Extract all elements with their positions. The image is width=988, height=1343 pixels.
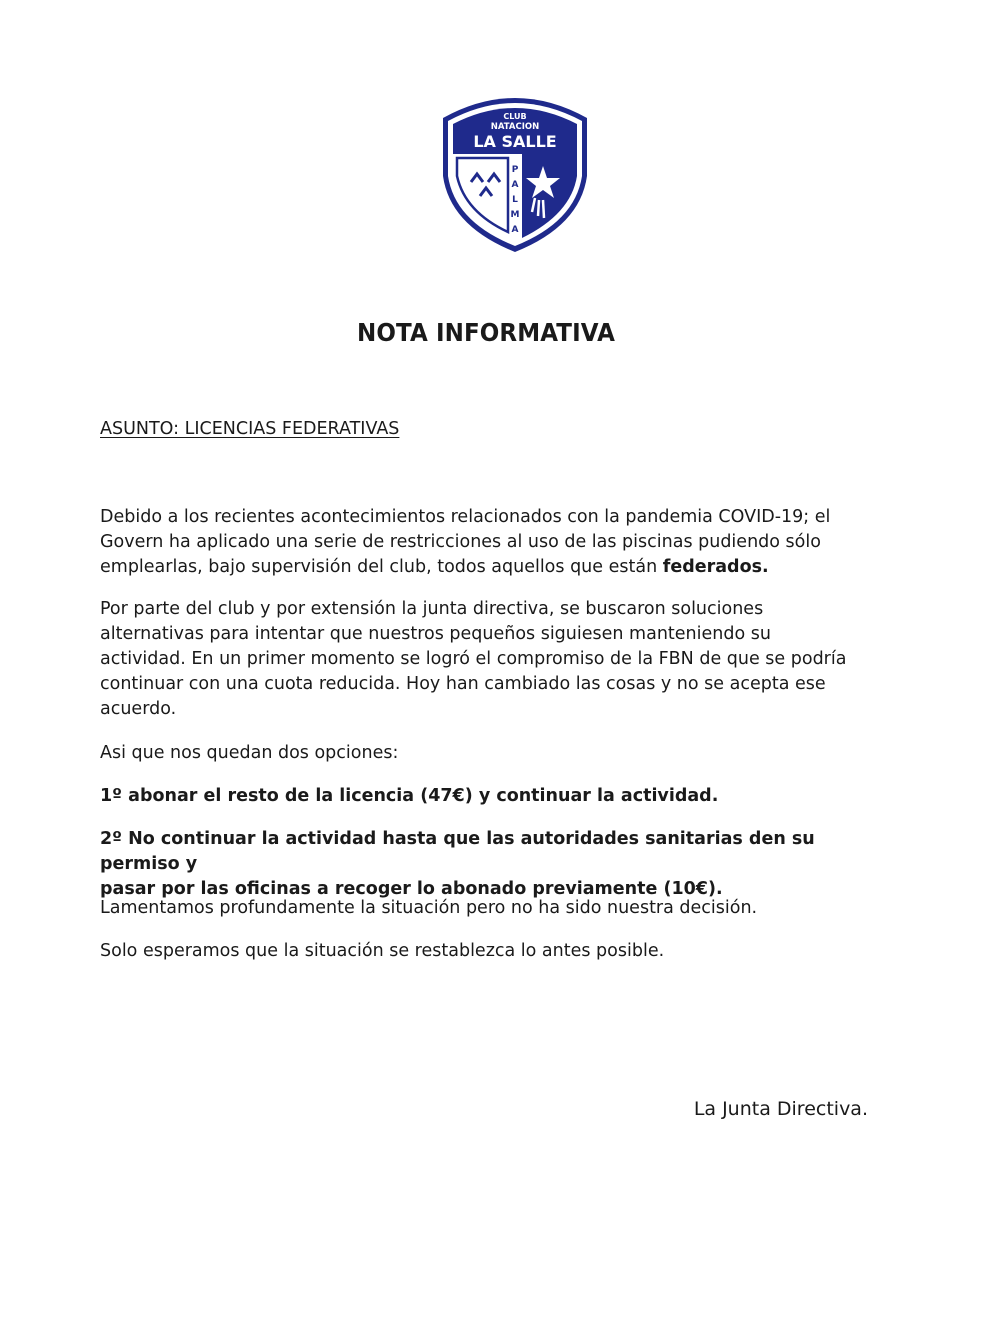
paragraph-line: Debido a los recientes acontecimientos relacionados con la pandemia COVID-19; el: [100, 507, 831, 527]
logo-text-club: CLUB: [503, 112, 527, 121]
paragraph-line: Por parte del club y por extensión la junta directiva, se buscaron soluciones: [100, 599, 764, 619]
paragraph-line: acuerdo.: [100, 699, 177, 719]
paragraph-line: [100, 555, 890, 580]
logo-text-natacion: NATACION: [490, 122, 540, 132]
paragraph-regret: Lamentamos profundamente la situación pero no ha sido nuestra decisión.: [100, 898, 758, 918]
paragraph-line: continuar con una cuota reducida. Hoy han cambiado las cosas y no se acepta ese: [100, 674, 826, 694]
paragraph-line: actividad. En un primer momento se logró el compromiso de la FBN de que se podría: [100, 649, 847, 669]
paragraph-line: pasar por las oficinas a recoger lo abonado previamente (10€).: [100, 879, 723, 899]
logo-letter-a1: A: [511, 180, 519, 190]
option-1: 1º abonar el resto de la licencia (47€) y continuar la actividad.: [100, 786, 719, 806]
logo-letter-m: M: [510, 210, 520, 220]
club-logo: [440, 86, 590, 254]
paragraph-line: alternativas para intentar que nuestros pequeños siguiesen manteniendo su: [100, 624, 771, 644]
logo-text-la-salle: LA SALLE: [473, 132, 557, 151]
paragraph-line: 2º No continuar la actividad hasta que las autoridades sanitarias den su permiso y: [100, 829, 815, 874]
option-2: [100, 827, 890, 902]
paragraph-options-intro: Asi que nos quedan dos opciones:: [100, 743, 399, 763]
logo-letter-a2: A: [511, 225, 519, 235]
paragraph-intro: [100, 505, 890, 580]
paragraph-club-efforts: [100, 597, 890, 722]
paragraph-hope: Solo esperamos que la situación se restablezca lo antes posible.: [100, 941, 665, 961]
subject-line: ASUNTO: LICENCIAS FEDERATIVAS: [100, 419, 400, 439]
bold-federados: federados.: [662, 557, 769, 577]
paragraph-line-text: emplearlas, bajo supervisión del club, todos aquellos que están: [100, 557, 663, 577]
paragraph-line: Govern ha aplicado una serie de restricciones al uso de las piscinas pudiendo sólo: [100, 532, 821, 552]
page-title: NOTA INFORMATIVA: [357, 318, 615, 347]
logo-letter-p: P: [511, 165, 519, 175]
logo-letter-l: L: [512, 195, 518, 205]
signature: La Junta Directiva.: [693, 1098, 868, 1120]
